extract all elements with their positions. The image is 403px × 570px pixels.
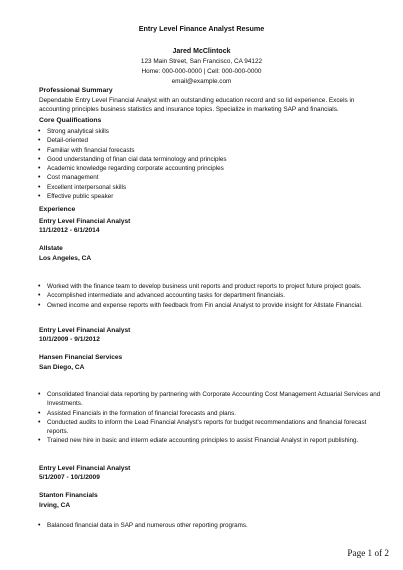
- list-item: • Worked with the finance team to develop business unit reports and product reports to project future project goals.: [39, 282, 389, 291]
- job-bullets: [39, 390, 389, 446]
- company-location: Irving, CA: [39, 501, 71, 509]
- list-item: • Effective public speaker: [39, 192, 379, 201]
- document-title: Entry Level Finance Analyst Resume: [138, 24, 265, 33]
- qualifications-section: [39, 116, 379, 201]
- company-name: Stanton Financials: [39, 492, 98, 500]
- job-title: Entry Level Financial Analyst: [39, 218, 131, 225]
- experience-heading: Experience: [39, 206, 76, 213]
- job-bullets: [39, 521, 389, 530]
- list-item: • Academic knowledge regarding corporate accounting principles: [39, 164, 379, 173]
- job-dates: 5/1/2007 - 10/1/2009: [39, 474, 100, 482]
- address: 123 Main Street, San Francisco, CA 94122: [140, 58, 263, 65]
- company-name: Allstate: [39, 245, 63, 253]
- summary-heading: Professional Summary: [39, 87, 113, 94]
- qualifications-list: [39, 127, 379, 201]
- candidate-name: Jared McClintock: [172, 48, 231, 55]
- job-entry: [39, 326, 379, 372]
- list-item: • Familiar with financial forecasts: [39, 146, 379, 155]
- list-item: • Good understanding of finan cial data terminology and principles: [39, 155, 379, 164]
- list-item: • Strong analytical skills: [39, 127, 379, 136]
- job-bullet-list: [39, 521, 389, 530]
- list-item: • Balanced financial data in SAP and numerous other reporting programs.: [39, 521, 389, 530]
- list-item: • Conducted audits to inform the Lead Financial Analyst's reports for budget recommendations and financial forecast reports.: [39, 418, 389, 437]
- job-title: Entry Level Financial Analyst: [39, 327, 131, 334]
- job-bullet-list: [39, 390, 389, 446]
- job-dates: 10/1/2009 - 9/1/2012: [39, 336, 100, 344]
- list-item: • Trained new hire in basic and interm ediate accounting principles to assist Financial Analyst in report publishing.: [39, 436, 389, 445]
- list-item: • Detail-oriented: [39, 136, 379, 145]
- list-item: • Owned income and expense reports with feedback from Fin ancial Analyst to provide insight for Allstate Financial.: [39, 301, 389, 310]
- job-dates: 11/1/2012 - 6/1/2014: [39, 227, 100, 235]
- company-location: Los Angeles, CA: [39, 254, 92, 262]
- list-item: • Assisted Financials in the formation of financial forecasts and plans.: [39, 409, 389, 418]
- qualifications-heading: Core Qualifications: [39, 117, 102, 124]
- experience-section: [39, 205, 379, 214]
- company-location: San Diego, CA: [39, 363, 85, 371]
- job-bullets: [39, 282, 389, 310]
- list-item: • Excellent interpersonal skills: [39, 183, 379, 192]
- summary-section: [39, 86, 379, 114]
- job-bullet-list: [39, 282, 389, 310]
- job-entry: [39, 217, 379, 263]
- job-entry: [39, 464, 379, 510]
- list-item: • Cost management: [39, 173, 379, 182]
- company-name: Hansen Financial Services: [39, 354, 123, 362]
- job-title: Entry Level Financial Analyst: [39, 465, 131, 472]
- email: email@example.com: [171, 78, 232, 85]
- list-item: • Consolidated financial data reporting by partnering with Corporate Accounting Cost Management Actuarial Services and Investments.: [39, 390, 389, 409]
- page-number: Page 1 of 2: [347, 548, 389, 558]
- summary-text: Dependable Entry Level Financial Analyst with an outstanding education record and so lid experience. Excels in accounting principles business statistics and insurance topics. Specialize in marketing SAP and financials.: [39, 96, 355, 113]
- phone-numbers: Home: 000-000-0000 | Cell: 000-000-0000: [141, 68, 262, 75]
- list-item: • Accomplished intermediate and advanced accounting tasks for department financials.: [39, 291, 389, 300]
